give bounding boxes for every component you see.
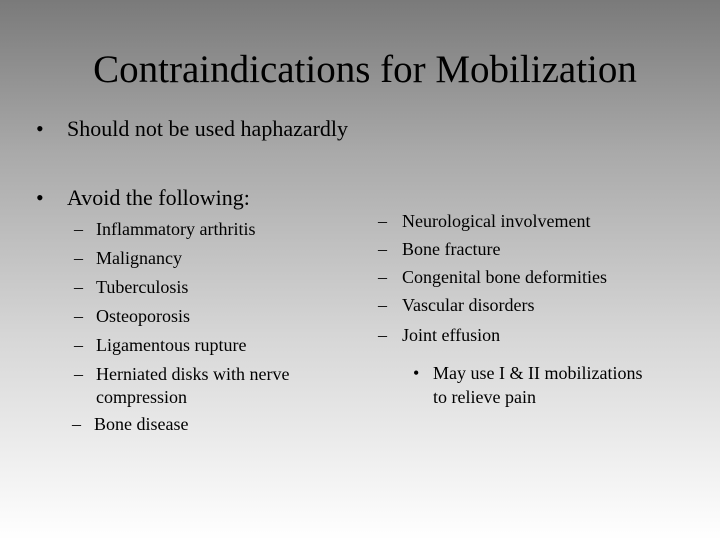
- right-contraindication-list: [378, 210, 708, 352]
- list-item-text: Malignancy: [96, 248, 182, 268]
- bullet-marker: •: [36, 185, 44, 210]
- list-item-text: Neurological involvement: [402, 211, 591, 231]
- dash-marker: –: [378, 267, 387, 287]
- list-item: [72, 413, 374, 436]
- list-item-text: Inflammatory arthritis: [96, 219, 256, 239]
- sub-bullet-item: [413, 361, 643, 409]
- list-item: [378, 294, 708, 317]
- bullet-text: Avoid the following:: [67, 185, 250, 210]
- list-item-text: Bone fracture: [402, 239, 501, 259]
- list-item-text: Osteoporosis: [96, 306, 190, 326]
- list-item-text: Joint effusion: [402, 325, 501, 345]
- list-item: [74, 305, 374, 328]
- sub-bullet-text: May use I & II mobilizations to relieve pain: [433, 363, 643, 407]
- list-item-text: Congenital bone deformities: [402, 267, 607, 287]
- dash-marker: –: [72, 414, 81, 434]
- list-item-text: Vascular disorders: [402, 295, 535, 315]
- dash-marker: –: [74, 364, 83, 384]
- list-item: [74, 334, 374, 357]
- list-item: [74, 276, 374, 299]
- bullet-text: Should not be used haphazardly: [67, 116, 349, 141]
- list-item-text: Bone disease: [94, 414, 189, 434]
- list-item: [74, 247, 374, 270]
- dash-marker: –: [378, 239, 387, 259]
- list-item-text: Ligamentous rupture: [96, 335, 247, 355]
- list-item-text: Herniated disks with nerve compression: [96, 364, 290, 407]
- list-item: [74, 218, 374, 241]
- dash-marker: –: [378, 325, 387, 345]
- list-item-text: Tuberculosis: [96, 277, 189, 297]
- dash-marker: –: [378, 295, 387, 315]
- bullet-marker: •: [413, 363, 420, 383]
- list-item: [378, 324, 708, 347]
- dash-marker: –: [74, 306, 83, 326]
- bullet-marker: •: [36, 116, 44, 141]
- list-item: [74, 363, 374, 409]
- list-item: [378, 210, 708, 233]
- slide-title: Contraindications for Mobilization: [93, 48, 637, 91]
- left-contraindication-list: [74, 218, 374, 442]
- dash-marker: –: [378, 211, 387, 231]
- list-item: [378, 238, 708, 261]
- dash-marker: –: [74, 277, 83, 297]
- list-item: [378, 266, 708, 289]
- dash-marker: –: [74, 248, 83, 268]
- dash-marker: –: [74, 335, 83, 355]
- dash-marker: –: [74, 219, 83, 239]
